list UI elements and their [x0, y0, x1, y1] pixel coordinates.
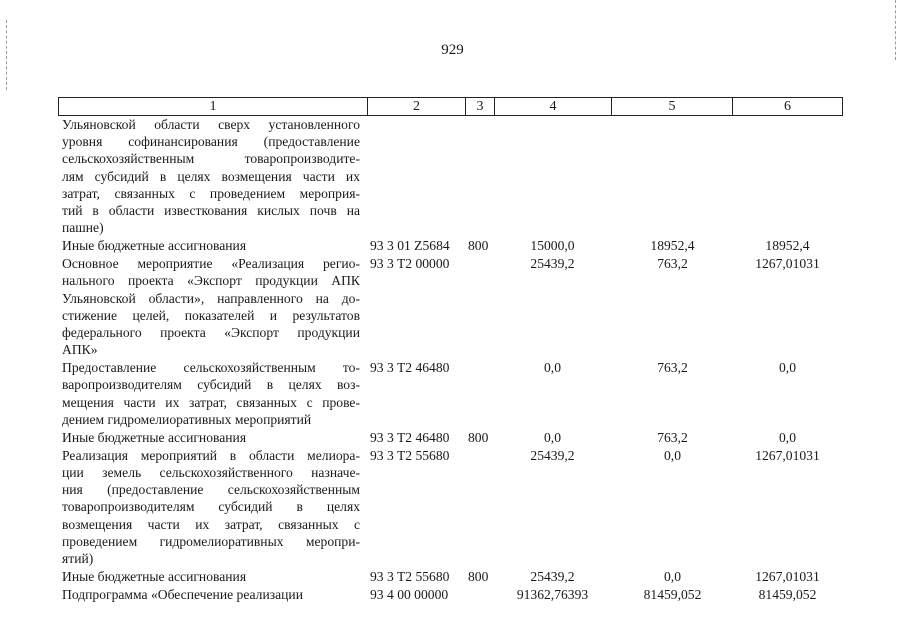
description-line: Иные бюджетные ассигнования [62, 429, 247, 445]
row-value-col5: 18952,4 [650, 238, 695, 254]
description-line: нального проекта «Экспорт продукции АПК [62, 273, 360, 289]
description-line: ции земель сельскохозяйственного назначе- [62, 465, 360, 480]
description-line: ятий) [62, 551, 94, 567]
header-col-4: 4 [495, 98, 612, 115]
row-value-col5: 0,0 [664, 447, 681, 463]
row-value-col6: 1267,01031 [755, 256, 820, 272]
description-line: АПК» [62, 342, 98, 358]
row-code: 93 3 T2 55680 [370, 569, 450, 584]
description-line: проведением гидромелиоративных меропри- [62, 533, 360, 549]
row-description [62, 447, 360, 567]
row-value-col4: 25439,2 [530, 569, 575, 584]
description-line: Подпрограмма «Обеспечение реализации [62, 587, 303, 602]
description-line: возмещения части их затрат, связанных с [62, 516, 360, 532]
description-line: Иные бюджетные ассигнования [62, 569, 247, 584]
description-line: сельскохозяйственным товаропроизводите- [62, 151, 360, 167]
row-code: 93 3 T2 46480 [370, 429, 450, 445]
row-value-col6: 18952,4 [765, 238, 810, 254]
row-value-col6: 1267,01031 [755, 569, 820, 584]
description-line: тий в области известкования кислых почв на [62, 203, 360, 219]
row-description [62, 237, 360, 254]
description-line: Иные бюджетные ассигнования [62, 238, 247, 254]
description-line: товаропроизводителям субсидий в целях [62, 499, 360, 515]
row-code: 93 4 00 00000 [370, 587, 449, 602]
header-col-6: 6 [784, 99, 791, 114]
description-line: Ульяновской области сверх установленного [62, 117, 360, 132]
description-line: лям субсидий в целях возмещения части их [62, 168, 360, 184]
description-line: Реализация мероприятий в области мелиора- [62, 447, 360, 463]
row-value-col4: 25439,2 [530, 256, 575, 272]
header-col-5: 5 [612, 98, 733, 115]
row-value-col4: 25439,2 [530, 447, 575, 463]
row-value-col6: 0,0 [779, 360, 796, 376]
description-line: ния (предоставление сельскохозяйственным [62, 482, 360, 498]
row-value-col4: 0,0 [544, 429, 561, 445]
row-value-col4: 91362,76393 [516, 587, 589, 602]
page-number: 929 [441, 42, 464, 58]
row-value-col5: 0,0 [664, 569, 681, 584]
row-value-col6: 81459,052 [758, 587, 817, 602]
row-value-col5: 763,2 [657, 429, 688, 445]
row-value-col4: 0,0 [544, 360, 561, 376]
description-line: варопроизводителям субсидий в целях воз- [62, 377, 360, 393]
header-col-1: 1 [59, 98, 368, 115]
row-value-col5: 763,2 [657, 360, 688, 376]
description-line: мещения части их затрат, связанных с прове- [62, 394, 360, 410]
description-line: стижение целей, показателей и результатов [62, 307, 360, 323]
description-line: Предоставление сельскохозяйственным то- [62, 360, 360, 376]
row-value-col6: 0,0 [779, 429, 796, 445]
description-line: пашне) [62, 220, 104, 236]
row-value-col4: 15000,0 [530, 238, 575, 254]
row-description [62, 568, 360, 585]
row-value-col5: 763,2 [657, 256, 688, 272]
row-expense-type: 800 [468, 429, 489, 445]
header-col-2: 2 [368, 98, 466, 115]
description-line: уровня софинансирования (предоставление [62, 134, 360, 150]
row-value-col6: 1267,01031 [755, 447, 820, 463]
row-code: 93 3 T2 46480 [370, 360, 450, 376]
description-line: дением гидромелиоративных мероприятий [62, 411, 312, 427]
description-line: затрат, связанных с проведением мероприя- [62, 185, 360, 201]
row-description [62, 359, 360, 428]
description-line: Основное мероприятие «Реализация регио- [62, 256, 360, 272]
row-code: 93 3 01 Z5684 [370, 238, 450, 254]
row-value-col5: 81459,052 [643, 587, 702, 602]
row-description [62, 429, 360, 446]
row-description [62, 255, 360, 358]
row-expense-type: 800 [468, 569, 489, 584]
row-description [62, 116, 360, 236]
description-line: Ульяновской области», направленного на до- [62, 290, 360, 306]
table-header [58, 97, 843, 116]
header-col-3: 3 [466, 98, 495, 115]
row-code: 93 3 T2 00000 [370, 256, 450, 272]
row-code: 93 3 T2 55680 [370, 447, 450, 463]
row-expense-type: 800 [468, 238, 489, 254]
row-description [62, 586, 360, 603]
description-line: федерального проекта «Экспорт продукции [62, 325, 360, 340]
